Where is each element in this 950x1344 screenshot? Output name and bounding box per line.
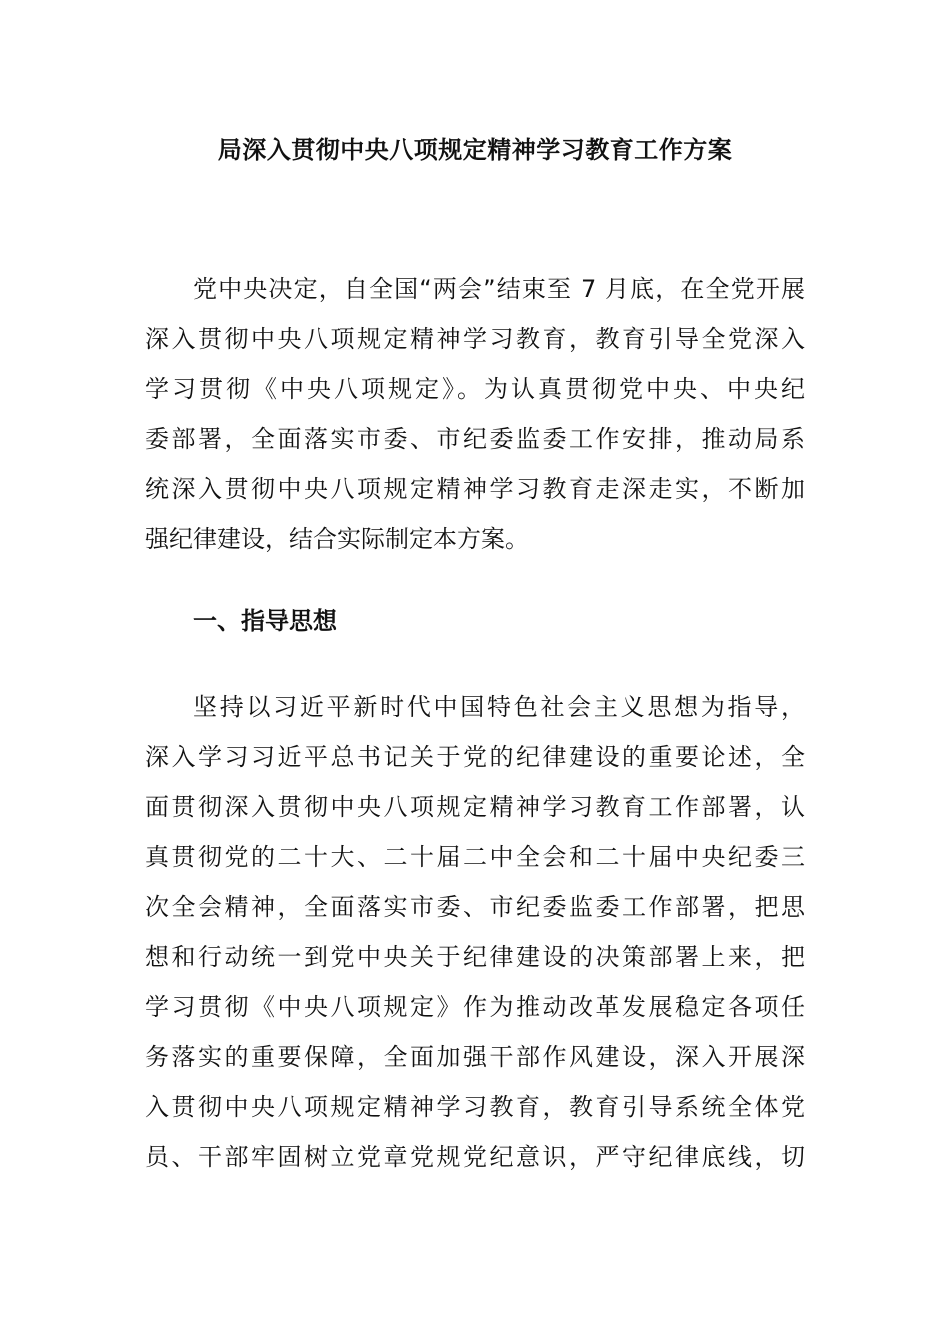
paragraph-line: 强纪律建设，结合实际制定本方案。 — [145, 525, 529, 553]
paragraph-line: 想和行动统一到党中央关于纪律建设的决策部署上来，把 — [145, 943, 805, 971]
intro-paragraph — [145, 264, 805, 564]
paragraph-line: 面贯彻深入贯彻中央八项规定精神学习教育工作部署，认 — [145, 793, 805, 821]
paragraph-line: 统深入贯彻中央八项规定精神学习教育走深走实，不断加 — [145, 475, 805, 503]
paragraph-line: 深入学习习近平总书记关于党的纪律建设的重要论述，全 — [145, 743, 805, 771]
section-heading-guiding-thought: 一、指导思想 — [193, 607, 337, 635]
paragraph-line: 学习贯彻《中央八项规定》。为认真贯彻党中央、中央纪 — [145, 375, 805, 403]
document-title: 局深入贯彻中央八项规定精神学习教育工作方案 — [217, 136, 733, 164]
paragraph-line: 党中央决定，自全国“两会”结束至 7 月底，在全党开展 — [193, 275, 805, 303]
paragraph-line: 坚持以习近平新时代中国特色社会主义思想为指导， — [193, 693, 805, 721]
paragraph-line: 真贯彻党的二十大、二十届二中全会和二十届中央纪委三 — [145, 843, 805, 871]
paragraph-line: 务落实的重要保障，全面加强干部作风建设，深入开展深 — [145, 1043, 805, 1071]
paragraph-line: 入贯彻中央八项规定精神学习教育，教育引导系统全体党 — [145, 1093, 805, 1121]
paragraph-line: 学习贯彻《中央八项规定》作为推动改革发展稳定各项任 — [145, 993, 805, 1021]
paragraph-line: 员、干部牢固树立党章党规党纪意识，严守纪律底线，切 — [145, 1143, 805, 1171]
paragraph-line: 次全会精神，全面落实市委、市纪委监委工作部署，把思 — [145, 893, 805, 921]
guiding-thought-paragraph — [145, 682, 805, 1182]
paragraph-line: 委部署，全面落实市委、市纪委监委工作安排，推动局系 — [145, 425, 805, 453]
paragraph-line: 深入贯彻中央八项规定精神学习教育，教育引导全党深入 — [145, 325, 805, 353]
